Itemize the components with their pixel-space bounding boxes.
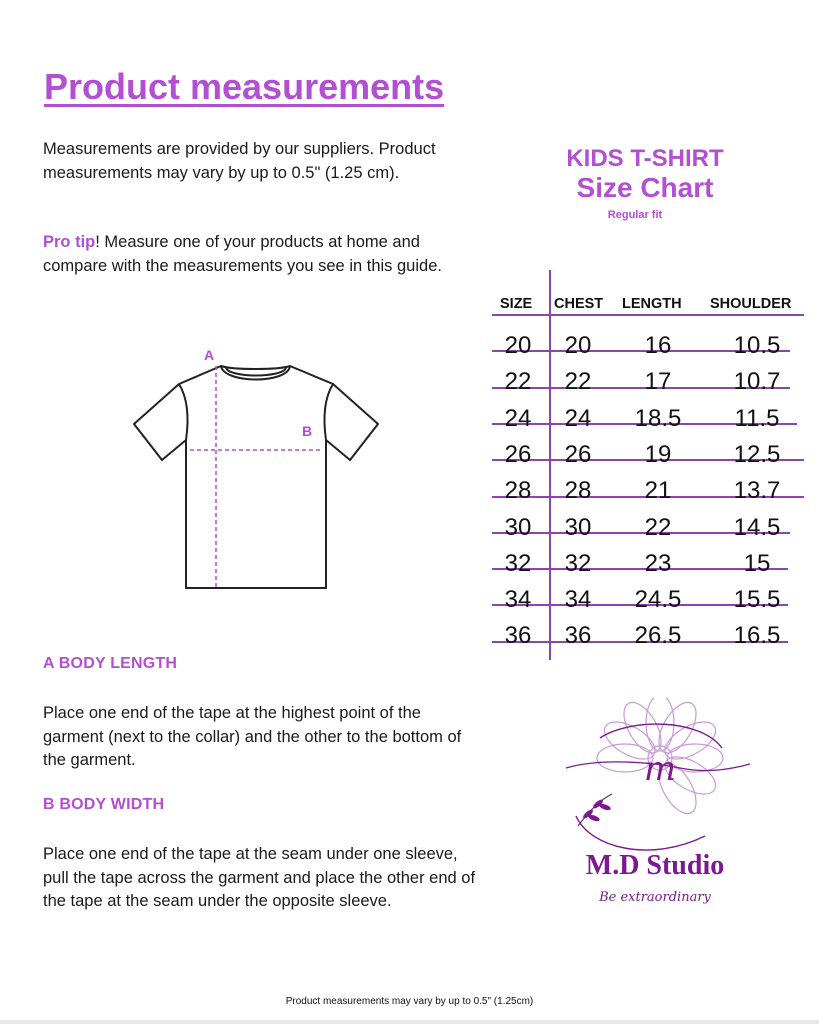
table-cell-size: 30: [504, 513, 532, 541]
table-cell-chest: 30: [564, 513, 592, 541]
table-cell-length: 22: [644, 513, 672, 541]
column-header-chest: CHEST: [554, 296, 604, 312]
chart-title-line2: Size Chart: [576, 172, 714, 203]
size-chart-table: [492, 270, 808, 662]
table-cell-chest: 24: [564, 404, 592, 432]
table-cell-size: 20: [504, 332, 532, 359]
table-cell-chest: 22: [564, 368, 592, 396]
table-cell-chest: 26: [564, 440, 592, 468]
row-divider: [492, 314, 804, 316]
table-cell-length: 17: [644, 368, 672, 396]
table-cell-shoulder: 10.7: [733, 368, 781, 396]
table-cell-shoulder: 13.7: [733, 477, 781, 505]
body-width-heading: B BODY WIDTH: [43, 796, 165, 813]
table-cell-size: 22: [504, 368, 532, 396]
fit-label: Regular fit: [607, 209, 663, 221]
table-cell-chest: 20: [564, 332, 592, 359]
tshirt-outline: [134, 366, 378, 588]
chart-title-line1: KIDS T-SHIRT: [566, 145, 724, 172]
table-cell-length: 18.5: [634, 404, 682, 432]
tshirt-right-seam: [324, 384, 333, 440]
table-cell-shoulder: 14.5: [733, 513, 781, 541]
body-length-heading: A BODY LENGTH: [43, 655, 178, 672]
table-cell-shoulder: 10.5: [733, 332, 781, 359]
table-cell-chest: 28: [564, 477, 592, 505]
bottom-divider: [0, 1020, 819, 1024]
table-cell-shoulder: 16.5: [733, 622, 781, 650]
table-cell-chest: 34: [564, 586, 592, 614]
table-cell-size: 34: [504, 586, 532, 614]
column-header-length: LENGTH: [622, 296, 682, 312]
table-cell-length: 24.5: [634, 586, 682, 614]
table-cell-length: 26.5: [634, 622, 682, 650]
table-cell-size: 28: [504, 477, 532, 505]
chart-title: [520, 145, 770, 203]
table-cell-shoulder: 11.5: [734, 404, 780, 432]
table-cell-shoulder: 15: [743, 549, 771, 577]
logo-name: M.D Studio: [585, 850, 725, 881]
tshirt-left-seam: [179, 384, 188, 440]
table-cell-size: 24: [504, 404, 532, 432]
logo-tagline: Be extraordinary: [599, 890, 711, 905]
table-cell-length: 23: [644, 549, 672, 577]
body-length-text: Place one end of the tape at the highest point of the garment (next to the collar) and the other to the bottom of the garment.: [43, 704, 462, 769]
pro-tip-label: Pro tip: [43, 233, 96, 251]
column-header-size: SIZE: [500, 296, 533, 312]
footnote: Product measurements may vary by up to 0.5" (1.25cm): [285, 996, 534, 1007]
pro-tip: [43, 231, 483, 278]
table-cell-length: 19: [644, 440, 672, 468]
table-cell-size: 32: [504, 549, 532, 577]
label-b: B: [302, 423, 313, 439]
table-cell-chest: 32: [564, 549, 592, 577]
logo-monogram: m: [643, 749, 677, 789]
table-cell-chest: 36: [564, 622, 592, 650]
table-column-divider: [549, 270, 551, 660]
table-cell-size: 36: [504, 622, 532, 650]
label-a: A: [204, 347, 215, 363]
leaf-sprig-icon: [578, 794, 612, 826]
intro-text: Measurements are provided by our suppliers. Product measurements may vary by up to 0.5" (1.25 cm).: [43, 140, 436, 182]
table-cell-length: 21: [644, 477, 672, 505]
table-cell-length: 16: [644, 332, 672, 359]
pro-tip-text: ! Measure one of your products at home and compare with the measurements you see in this guide.: [43, 233, 442, 275]
table-cell-shoulder: 12.5: [733, 440, 781, 468]
table-cell-size: 26: [504, 440, 532, 468]
page-title: Product measurements: [44, 66, 445, 107]
column-header-shoulder: SHOULDER: [710, 296, 792, 312]
table-cell-shoulder: 15.5: [733, 586, 781, 614]
body-width-text: Place one end of the tape at the seam under one sleeve, pull the tape across the garment and place the other end of the tape at the seam under the opposite sleeve.: [43, 845, 476, 910]
tshirt-diagram: [128, 342, 384, 592]
